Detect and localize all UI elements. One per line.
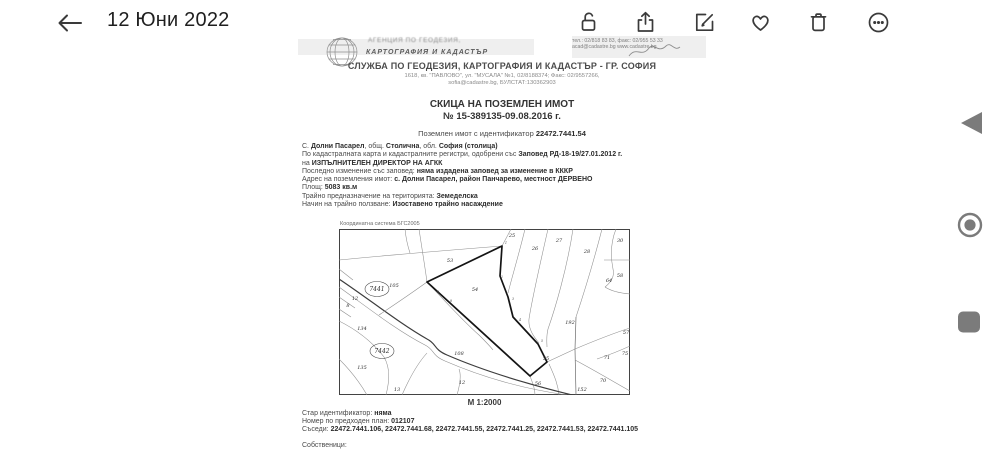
svg-text:4: 4 — [518, 318, 522, 322]
handwritten-mark — [574, 38, 704, 62]
map-scale-label: М 1:2000 — [467, 398, 502, 407]
svg-text:8: 8 — [449, 299, 453, 303]
svg-text:108: 108 — [454, 351, 464, 357]
parcel-info-block — [302, 143, 706, 209]
svg-text:7441: 7441 — [369, 286, 385, 293]
coordinate-system-label: Координатна система БГС2005 — [340, 221, 420, 227]
unlock-button[interactable] — [576, 10, 601, 35]
svg-text:28: 28 — [583, 249, 591, 255]
unlock-icon — [576, 10, 601, 35]
nav-back-triangle-icon — [957, 110, 985, 136]
svg-text:7442: 7442 — [374, 348, 390, 355]
photo-date-title: 12 Юни 2022 — [107, 9, 230, 31]
svg-text:152: 152 — [577, 387, 587, 393]
svg-text:71: 71 — [603, 355, 611, 361]
contact-email: acad@cadastre.bg www.cadastre.bg — [572, 44, 657, 51]
info-line-usage: Начин на трайно ползване: Изоставено трайно насаждение — [302, 201, 503, 209]
info-line-address: Адрес на поземления имот: с. Долни Пасарел, район Панчарево, местност ДЕРВЕНО — [302, 176, 593, 184]
footer-line-prev-plan: Номер по предходен план: 012107 — [302, 418, 415, 426]
edit-button[interactable] — [692, 10, 717, 35]
subject-parcel-boundary — [427, 246, 550, 376]
svg-text:64: 64 — [605, 278, 613, 284]
delete-button[interactable] — [806, 10, 831, 35]
svg-text:5: 5 — [540, 339, 544, 343]
footer-line-old-id: Стар идентификатор: няма — [302, 410, 392, 417]
svg-text:26: 26 — [531, 246, 539, 252]
map-parcel-labels — [346, 233, 630, 393]
share-button[interactable] — [633, 10, 658, 35]
svg-text:75: 75 — [621, 351, 629, 357]
office-name-line: СЛУЖБА ПО ГЕОДЕЗИЯ, КАРТОГРАФИЯ И КАДАСТЪР - ГР. СОФИЯ — [347, 61, 657, 71]
office-address-line1: 1618, кв. "ПАВЛОВО", ул. "МУСАЛА" №1, 02/8188374; Факс: 02/9557266, — [404, 73, 600, 79]
svg-text:8: 8 — [346, 303, 350, 309]
document-number: № 15-389135-09.08.2016 г. — [443, 111, 561, 122]
nav-home-button[interactable] — [956, 211, 984, 244]
svg-text:12: 12 — [351, 296, 359, 302]
more-button[interactable] — [866, 10, 891, 35]
svg-text:53: 53 — [446, 258, 454, 264]
share-icon — [633, 10, 658, 35]
parcel-identifier-line: Поземлен имот с идентификатор 22472.7441.54 — [418, 129, 586, 138]
svg-text:12: 12 — [458, 380, 466, 386]
cadastral-map — [339, 229, 630, 395]
svg-text:57: 57 — [622, 330, 630, 336]
footer-line-neighbors: Съседи: 22472.7441.106, 22472.7441.68, 22472.7441.55, 22472.7441.25, 22472.7441.53, 22472.7441.105 — [302, 426, 639, 434]
svg-text:25: 25 — [508, 233, 516, 239]
document-title: СКИЦА НА ПОЗЕМЛЕН ИМОТ — [429, 99, 575, 110]
cadastral-map-drawing — [339, 229, 630, 395]
nav-recents-button[interactable] — [956, 310, 982, 339]
edit-icon — [692, 10, 717, 35]
office-address-line2: sofia@cadastre.bg, БУЛСТАТ:130362903 — [448, 80, 556, 86]
info-line-order: По кадастралната карта и кадастралните регистри, одобрени със Заповед РД-18-19/27.01.2012 г. — [302, 151, 623, 159]
back-button[interactable] — [55, 9, 85, 37]
svg-text:56: 56 — [534, 381, 542, 387]
nav-recents-square-icon — [956, 310, 982, 334]
agency-name-line2: КАРТОГРАФИЯ И КАДАСТЪР — [366, 49, 489, 56]
svg-text:70: 70 — [599, 378, 607, 384]
info-line-director: на ИЗПЪЛНИТЕЛЕН ДИРЕКТОР НА АГКК — [302, 159, 443, 167]
info-line-purpose: Трайно предназначение на територията: Земеделска — [302, 192, 478, 200]
svg-text:13: 13 — [393, 387, 401, 393]
parcel-footer-block — [302, 410, 706, 450]
svg-text:135: 135 — [357, 365, 367, 371]
agency-name-line1: АГЕНЦИЯ ПО ГЕОДЕЗИЯ, — [368, 37, 461, 44]
svg-text:55: 55 — [542, 356, 550, 362]
svg-text:2: 2 — [500, 275, 504, 279]
owners-heading: Собственици: — [302, 441, 347, 449]
heart-icon — [748, 10, 773, 35]
svg-text:54: 54 — [471, 287, 479, 293]
info-line-location: С. Долни Пасарел, общ. Столична, обл. София (столица) — [302, 143, 498, 150]
info-line-amendment: Последно изменение със заповед: няма издадена заповед за изменение в КККР — [302, 167, 573, 175]
document-photo[interactable] — [296, 36, 708, 451]
svg-text:58: 58 — [616, 273, 624, 279]
contact-phone: тел.: 02/818 83 83, факс: 02/955 53 33 — [572, 38, 663, 44]
svg-text:3: 3 — [511, 297, 515, 301]
nav-home-circle-icon — [956, 211, 984, 239]
svg-text:105: 105 — [389, 283, 399, 289]
svg-text:192: 192 — [565, 320, 575, 326]
svg-text:27: 27 — [555, 238, 563, 244]
info-line-area: Площ: 5083 кв.м — [302, 184, 358, 192]
nav-back-button[interactable] — [957, 110, 985, 141]
more-options-icon — [866, 10, 891, 35]
svg-text:1: 1 — [504, 241, 508, 245]
back-arrow-icon — [55, 9, 85, 37]
svg-text:9: 9 — [436, 290, 440, 294]
svg-text:134: 134 — [357, 326, 367, 332]
trash-icon — [806, 10, 831, 35]
favorite-button[interactable] — [748, 10, 773, 35]
svg-text:30: 30 — [616, 238, 624, 244]
